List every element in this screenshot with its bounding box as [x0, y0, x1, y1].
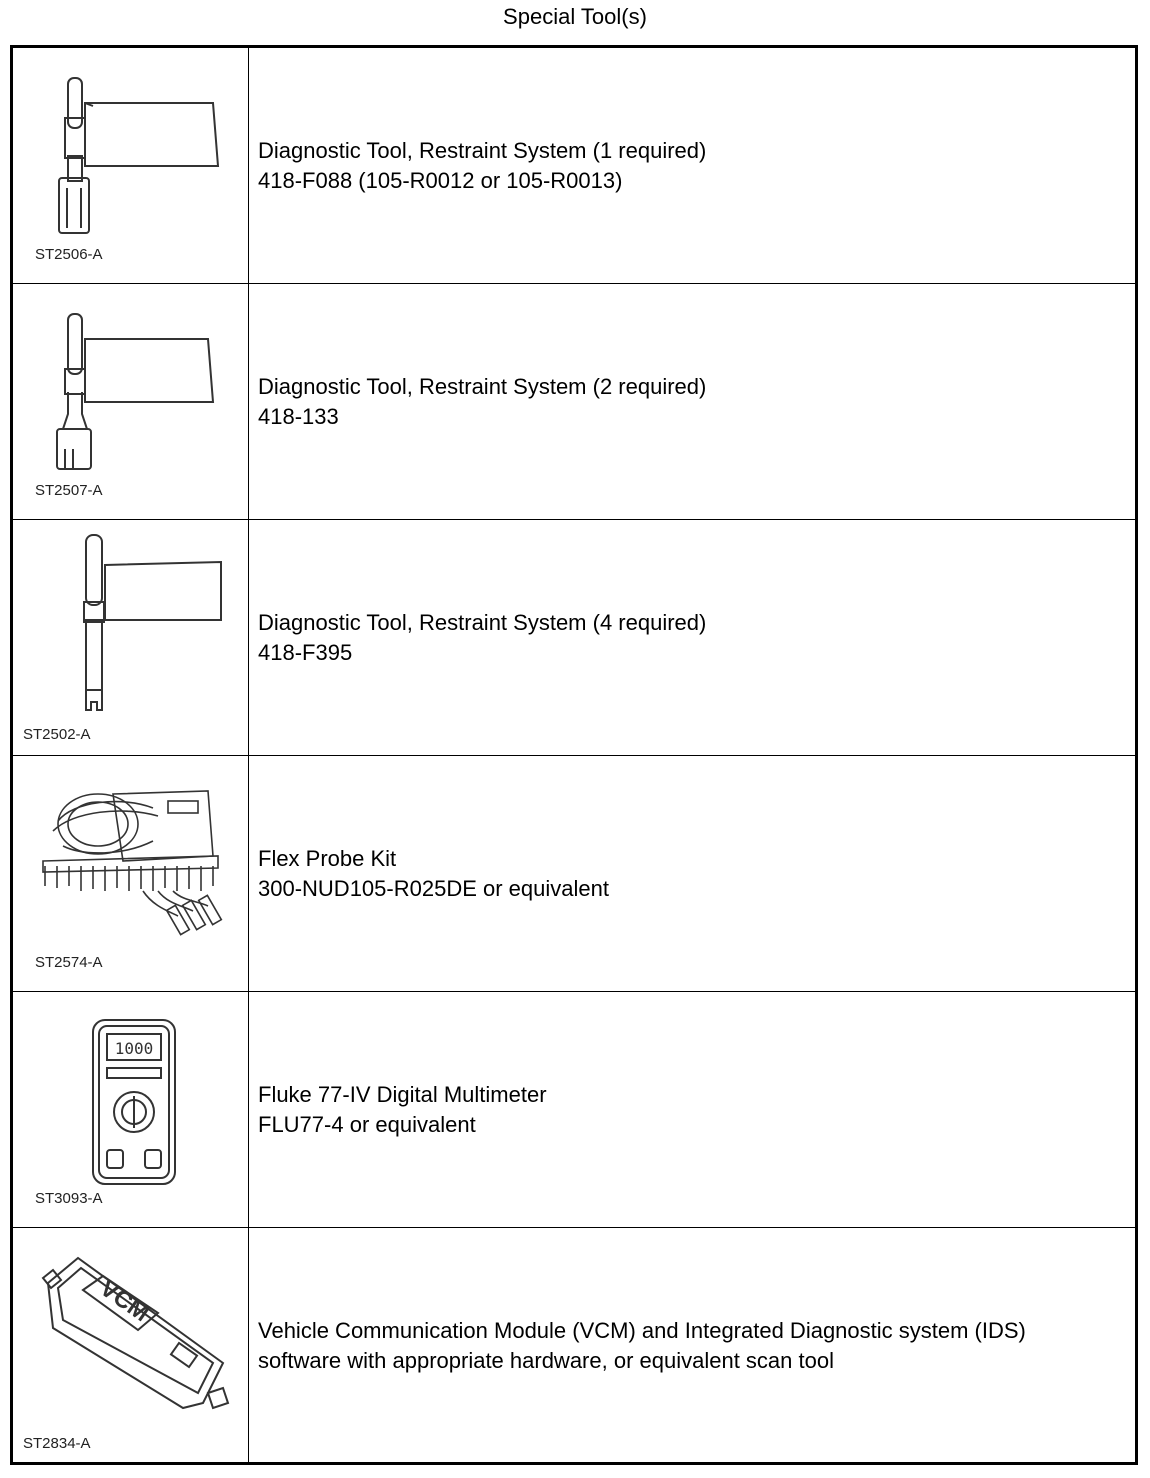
tool-row [13, 992, 1135, 1228]
tool-description [258, 756, 1135, 991]
tool-description [258, 520, 1135, 755]
tool-number: 418-133 [258, 403, 339, 429]
multimeter-display: 1000 [114, 1039, 154, 1058]
tool-illustration-cell [13, 756, 249, 991]
tool-number: 418-F088 (105-R0012 or 105-R0013) [258, 167, 623, 193]
vcm-label: VCM [94, 1274, 155, 1328]
tool-illustration-cell [13, 284, 249, 519]
tool-description [258, 992, 1135, 1227]
tool-description [258, 48, 1135, 283]
tool-row [13, 1228, 1135, 1464]
tool-number: 418-F395 [258, 639, 353, 665]
tool-name: Diagnostic Tool, Restraint System (4 required) [258, 609, 707, 635]
tool-code: ST2506-A [35, 246, 103, 263]
tool-illustration-cell [13, 1228, 249, 1464]
tool-number: software with appropriate hardware, or equivalent scan tool [258, 1348, 834, 1373]
tool-illustration-cell [13, 520, 249, 755]
tool-code: ST3093-A [35, 1190, 103, 1207]
tool-name: Diagnostic Tool, Restraint System (1 required) [258, 137, 707, 163]
tool-code: ST2574-A [35, 954, 103, 971]
tool-row [13, 520, 1135, 756]
tool-description [258, 1228, 1135, 1464]
tool-row [13, 756, 1135, 992]
tool-illustration-cell [13, 48, 249, 283]
tool-number: FLU77-4 or equivalent [258, 1111, 476, 1137]
page-title: Special Tool(s) [503, 4, 647, 29]
tool-code: ST2834-A [23, 1435, 91, 1452]
tool-code: ST2502-A [23, 726, 91, 743]
vcm-module-icon [13, 1228, 249, 1464]
special-tools-table [10, 45, 1138, 1465]
tool-illustration-cell [13, 992, 249, 1227]
tool-number: 300-NUD105-R025DE or equivalent [258, 875, 609, 901]
tool-name: Vehicle Communication Module (VCM) and Integrated Diagnostic system (IDS) [258, 1318, 1026, 1343]
restraint-diagnostic-tool-icon [13, 520, 249, 756]
tool-name: Diagnostic Tool, Restraint System (2 required) [258, 373, 707, 399]
tool-row [13, 284, 1135, 520]
tool-name: Flex Probe Kit [258, 845, 397, 871]
tool-name: Fluke 77-IV Digital Multimeter [258, 1081, 547, 1107]
tool-code: ST2507-A [35, 482, 103, 499]
tool-row [13, 48, 1135, 284]
tool-description [258, 284, 1135, 519]
